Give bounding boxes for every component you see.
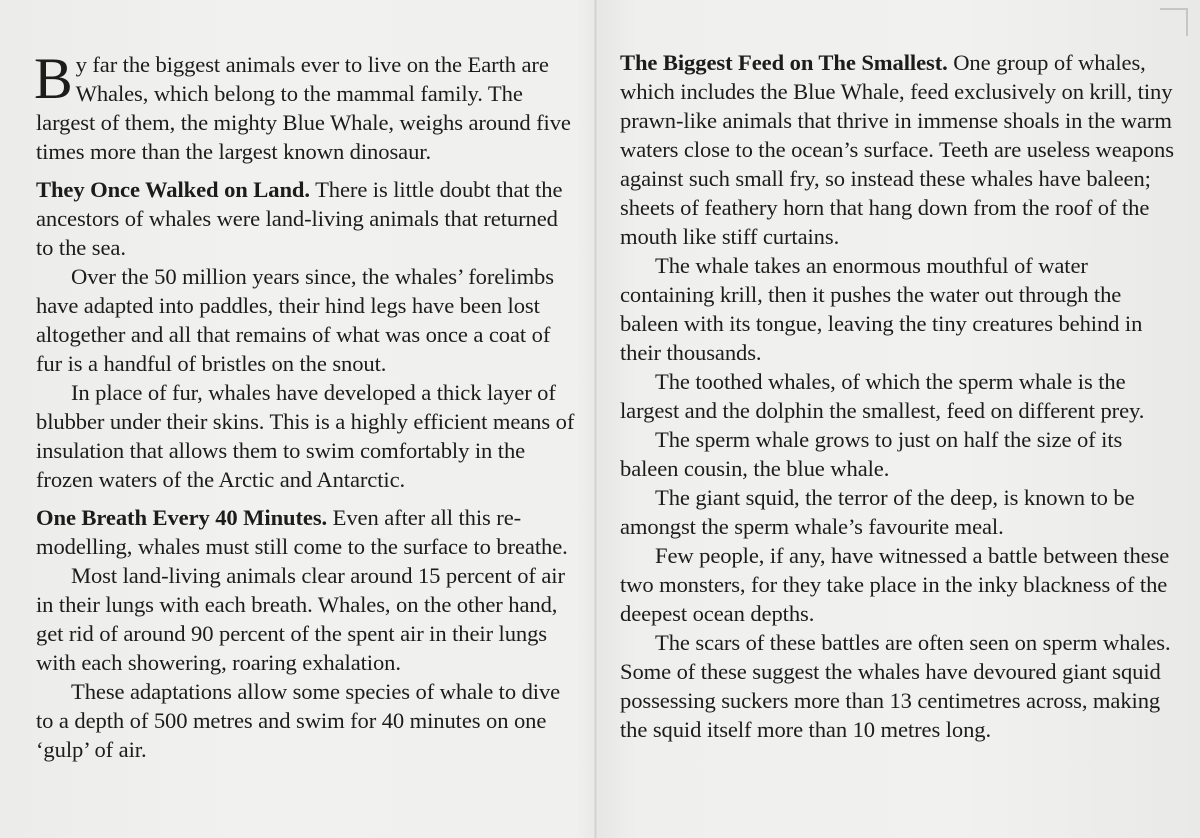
land-paragraph-3: In place of fur, whales have developed a thick layer of blubber under their skins. This is a highly efficient means of insulation that allows them to swim comfortably in the frozen waters of the Arctic and Antarctic. [36,380,575,492]
drop-cap: B [34,46,73,111]
feed-paragraph [620,48,1174,251]
breath-paragraph-3: These adaptations allow some species of whale to dive to a depth of 500 metres and swim for 40 minutes on one ‘gulp’ of air. [36,679,561,762]
intro-text: y far the biggest animals ever to live on the Earth are Whales, which belong to the mammal family. The largest of them, the mighty Blue Whale, weighs around five times more than the largest known dinosaur. [36,52,571,164]
breath-text: Even after all this re-modelling, whales must still come to the surface to breathe. [36,505,568,559]
breath-paragraph-2: Most land-living animals clear around 15 percent of air in their lungs with each breath. Whales, on the other hand, get rid of around 90 percent of the spent air in their lungs with each showering, roaring exhalation. [36,563,565,675]
breath-heading: One Breath Every 40 Minutes. [36,505,328,530]
feed-paragraph-7: The scars of these battles are often seen on sperm whales. Some of these suggest the whales have devoured giant squid possessing suckers more than 13 centimetres across, making the squid itself more than 10 metres long. [620,630,1171,742]
feed-paragraph-5: The giant squid, the terror of the deep, is known to be amongst the sperm whale’s favourite meal. [620,485,1135,539]
land-paragraph-2: Over the 50 million years since, the whales’ forelimbs have adapted into paddles, their hind legs have been lost altogether and all that remains of what was once a coat of fur is a handful of bristles on the snout. [36,264,554,376]
feed-paragraph-6: Few people, if any, have witnessed a battle between these two monsters, for they take place in the inky blackness of the deepest ocean depths. [620,543,1170,626]
land-heading: They Once Walked on Land. [36,177,310,202]
breath-paragraph [36,503,575,561]
feed-heading: The Biggest Feed on The Smallest. [620,50,948,75]
intro-paragraph [34,46,575,166]
feed-paragraph-2: The whale takes an enormous mouthful of water containing krill, then it pushes the water out through the baleen with its tongue, leaving the tiny creatures behind in their thousands. [620,253,1143,365]
feed-paragraph-3: The toothed whales, of which the sperm whale is the largest and the dolphin the smallest, feed on different prey. [620,369,1145,423]
feed-text: One group of whales, which includes the Blue Whale, feed exclusively on krill, tiny prawn-like animals that thrive in immense shoals in the warm waters close to the ocean’s surface. Teeth are useless weapons against such small fry, so instead these whales have baleen; sheets of feathery horn that hang down from the roof of the mouth like stiff curtains. [620,50,1174,249]
right-page [595,0,1200,838]
land-text: There is little doubt that the ancestors of whales were land-living animals that returned to the sea. [36,177,563,260]
left-page [0,0,595,838]
feed-paragraph-4: The sperm whale grows to just on half the size of its baleen cousin, the blue whale. [620,427,1123,481]
land-paragraph [36,175,575,262]
